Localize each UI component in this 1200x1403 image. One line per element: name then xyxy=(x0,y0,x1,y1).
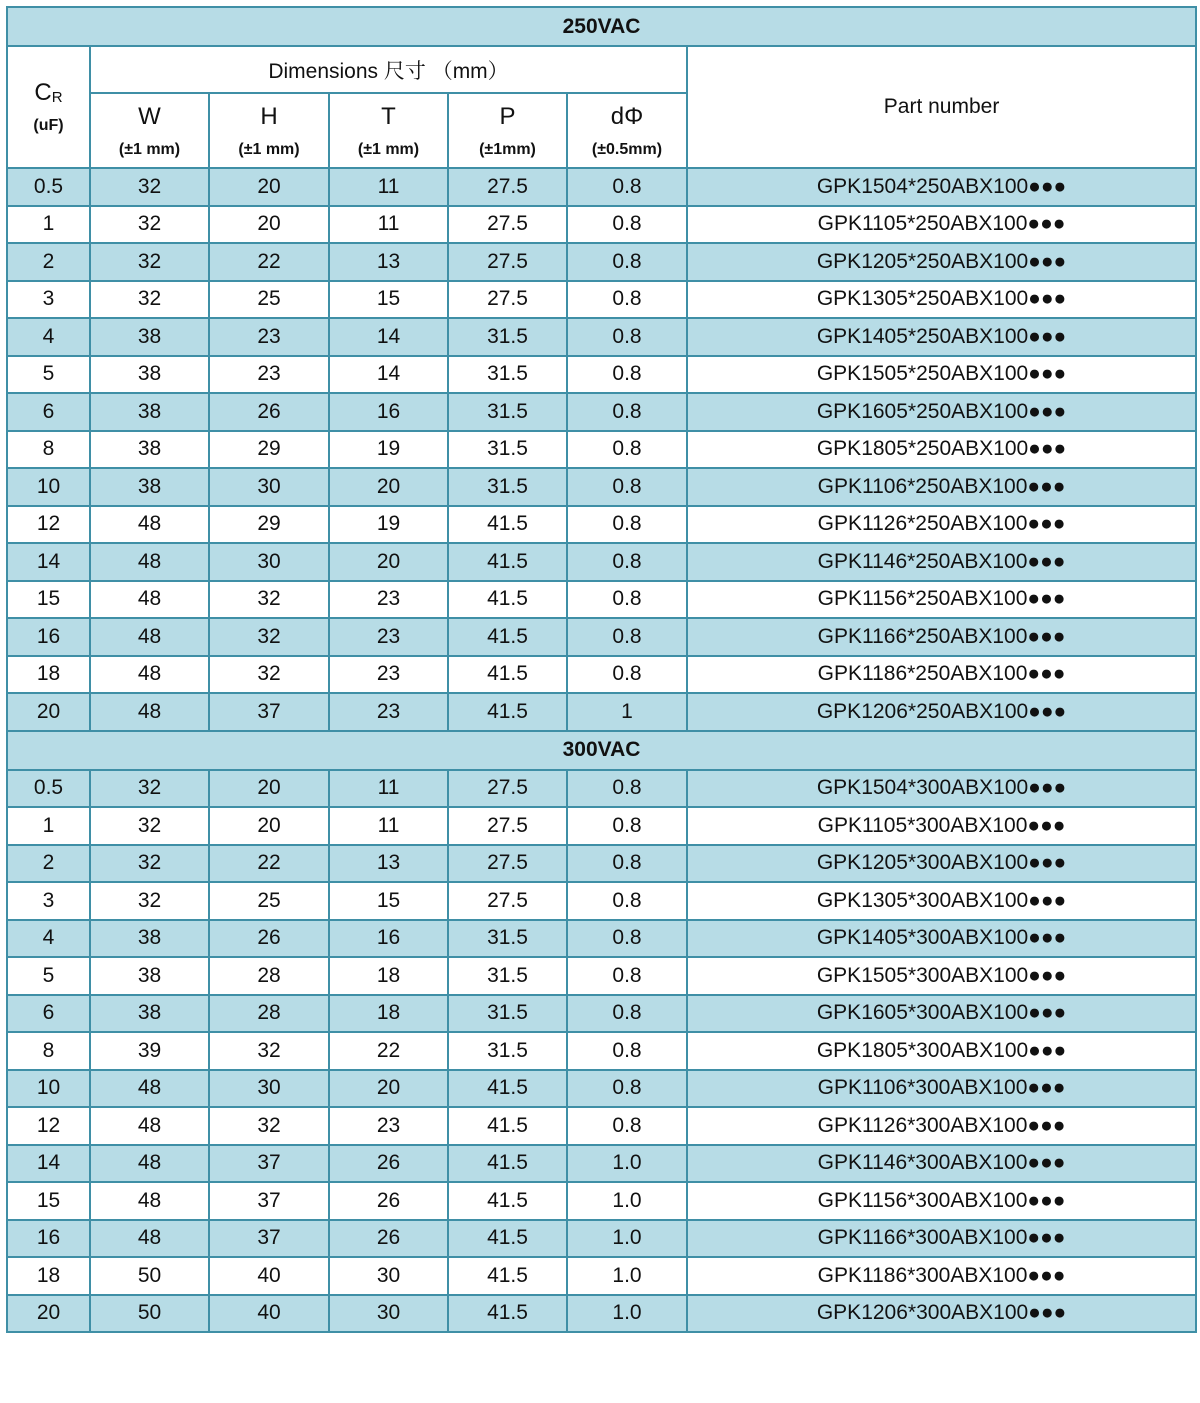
cell-width: 38 xyxy=(90,957,209,995)
cell-part-number: GPK1186*250ABX100●●● xyxy=(687,656,1196,694)
cell-height: 20 xyxy=(209,807,329,845)
cell-width: 48 xyxy=(90,656,209,694)
cell-capacitance: 6 xyxy=(7,995,90,1033)
cell-width: 32 xyxy=(90,845,209,883)
cell-part-number: GPK1126*300ABX100●●● xyxy=(687,1107,1196,1145)
cell-capacitance: 4 xyxy=(7,318,90,356)
cell-lead-diameter: 0.8 xyxy=(567,920,687,958)
cell-part-number: GPK1166*300ABX100●●● xyxy=(687,1220,1196,1258)
cell-pitch: 41.5 xyxy=(448,1070,567,1108)
table-row xyxy=(7,1145,1196,1183)
cell-capacitance: 3 xyxy=(7,882,90,920)
cell-part-number: GPK1156*250ABX100●●● xyxy=(687,581,1196,619)
cell-lead-diameter: 0.8 xyxy=(567,318,687,356)
cell-capacitance: 15 xyxy=(7,581,90,619)
cell-pitch: 27.5 xyxy=(448,807,567,845)
cell-capacitance: 0.5 xyxy=(7,168,90,206)
cell-capacitance: 15 xyxy=(7,1182,90,1220)
cell-width: 48 xyxy=(90,1220,209,1258)
cell-part-number: GPK1206*300ABX100●●● xyxy=(687,1295,1196,1333)
table-row xyxy=(7,1107,1196,1145)
cell-thickness: 16 xyxy=(329,393,448,431)
cell-height: 28 xyxy=(209,957,329,995)
cell-height: 23 xyxy=(209,356,329,394)
cell-part-number: GPK1805*300ABX100●●● xyxy=(687,1032,1196,1070)
cell-pitch: 27.5 xyxy=(448,243,567,281)
cell-capacitance: 16 xyxy=(7,618,90,656)
cell-width: 32 xyxy=(90,807,209,845)
cell-lead-diameter: 1 xyxy=(567,693,687,731)
cell-thickness: 18 xyxy=(329,957,448,995)
cell-lead-diameter: 1.0 xyxy=(567,1145,687,1183)
cell-part-number: GPK1206*250ABX100●●● xyxy=(687,693,1196,731)
cell-capacitance: 2 xyxy=(7,845,90,883)
table-row xyxy=(7,431,1196,469)
cell-thickness: 11 xyxy=(329,770,448,808)
cell-width: 39 xyxy=(90,1032,209,1070)
cell-thickness: 20 xyxy=(329,468,448,506)
table-row xyxy=(7,243,1196,281)
cell-pitch: 27.5 xyxy=(448,168,567,206)
cell-capacitance: 3 xyxy=(7,281,90,319)
cell-lead-diameter: 0.8 xyxy=(567,581,687,619)
cell-thickness: 20 xyxy=(329,1070,448,1108)
cell-width: 32 xyxy=(90,882,209,920)
cell-capacitance: 5 xyxy=(7,356,90,394)
cell-height: 32 xyxy=(209,1107,329,1145)
capacitance-label: CR xyxy=(34,79,63,106)
table-row xyxy=(7,506,1196,544)
cell-thickness: 26 xyxy=(329,1182,448,1220)
section-title-row xyxy=(7,7,1196,46)
cell-width: 32 xyxy=(90,243,209,281)
cell-capacitance: 14 xyxy=(7,543,90,581)
table-row xyxy=(7,206,1196,244)
cell-capacitance: 20 xyxy=(7,1295,90,1333)
table-row xyxy=(7,656,1196,694)
cell-pitch: 31.5 xyxy=(448,995,567,1033)
cell-width: 32 xyxy=(90,281,209,319)
cell-width: 38 xyxy=(90,393,209,431)
cell-thickness: 14 xyxy=(329,356,448,394)
cell-height: 20 xyxy=(209,206,329,244)
cell-width: 48 xyxy=(90,1145,209,1183)
cell-height: 32 xyxy=(209,656,329,694)
table-row xyxy=(7,845,1196,883)
cell-part-number: GPK1605*300ABX100●●● xyxy=(687,995,1196,1033)
cell-pitch: 27.5 xyxy=(448,770,567,808)
cell-lead-diameter: 0.8 xyxy=(567,431,687,469)
cell-thickness: 23 xyxy=(329,1107,448,1145)
cell-width: 38 xyxy=(90,318,209,356)
cell-part-number: GPK1405*300ABX100●●● xyxy=(687,920,1196,958)
cell-thickness: 13 xyxy=(329,845,448,883)
cell-part-number: GPK1106*300ABX100●●● xyxy=(687,1070,1196,1108)
col-header-p: P (±1mm) xyxy=(448,93,567,168)
cell-pitch: 41.5 xyxy=(448,1182,567,1220)
cell-pitch: 31.5 xyxy=(448,431,567,469)
table-row xyxy=(7,1295,1196,1333)
cell-part-number: GPK1305*250ABX100●●● xyxy=(687,281,1196,319)
cell-lead-diameter: 0.8 xyxy=(567,206,687,244)
table-row xyxy=(7,393,1196,431)
cell-pitch: 31.5 xyxy=(448,1032,567,1070)
cell-capacitance: 12 xyxy=(7,1107,90,1145)
section-title: 300VAC xyxy=(7,731,1196,770)
cell-capacitance: 1 xyxy=(7,807,90,845)
cell-height: 32 xyxy=(209,581,329,619)
cell-width: 32 xyxy=(90,168,209,206)
cell-lead-diameter: 0.8 xyxy=(567,807,687,845)
table-row xyxy=(7,618,1196,656)
cell-capacitance: 5 xyxy=(7,957,90,995)
table-row xyxy=(7,1032,1196,1070)
cell-part-number: GPK1305*300ABX100●●● xyxy=(687,882,1196,920)
table-row xyxy=(7,882,1196,920)
capacitance-unit: (uF) xyxy=(33,117,64,134)
cell-capacitance: 2 xyxy=(7,243,90,281)
cell-pitch: 27.5 xyxy=(448,206,567,244)
cell-thickness: 16 xyxy=(329,920,448,958)
cell-thickness: 18 xyxy=(329,995,448,1033)
cell-pitch: 31.5 xyxy=(448,468,567,506)
table-row xyxy=(7,693,1196,731)
cell-thickness: 19 xyxy=(329,506,448,544)
cell-thickness: 26 xyxy=(329,1145,448,1183)
part-number-header: Part number xyxy=(687,46,1196,168)
table-row xyxy=(7,1070,1196,1108)
cell-height: 30 xyxy=(209,1070,329,1108)
cell-thickness: 23 xyxy=(329,693,448,731)
table-row xyxy=(7,1220,1196,1258)
cell-thickness: 30 xyxy=(329,1257,448,1295)
cell-height: 29 xyxy=(209,506,329,544)
cell-height: 26 xyxy=(209,920,329,958)
cell-height: 40 xyxy=(209,1257,329,1295)
cell-part-number: GPK1156*300ABX100●●● xyxy=(687,1182,1196,1220)
cell-part-number: GPK1105*250ABX100●●● xyxy=(687,206,1196,244)
table-row xyxy=(7,581,1196,619)
cell-part-number: GPK1505*250ABX100●●● xyxy=(687,356,1196,394)
cell-capacitance: 1 xyxy=(7,206,90,244)
cell-width: 32 xyxy=(90,206,209,244)
cell-lead-diameter: 0.8 xyxy=(567,243,687,281)
cell-thickness: 11 xyxy=(329,206,448,244)
cell-pitch: 41.5 xyxy=(448,693,567,731)
cell-pitch: 27.5 xyxy=(448,281,567,319)
col-header-h: H (±1 mm) xyxy=(209,93,329,168)
table-row xyxy=(7,920,1196,958)
cell-pitch: 41.5 xyxy=(448,1220,567,1258)
cell-width: 48 xyxy=(90,543,209,581)
table-row xyxy=(7,995,1196,1033)
cell-lead-diameter: 0.8 xyxy=(567,957,687,995)
cell-pitch: 41.5 xyxy=(448,1295,567,1333)
cell-lead-diameter: 0.8 xyxy=(567,281,687,319)
cell-capacitance: 4 xyxy=(7,920,90,958)
cell-thickness: 15 xyxy=(329,281,448,319)
cell-part-number: GPK1805*250ABX100●●● xyxy=(687,431,1196,469)
cell-part-number: GPK1504*250ABX100●●● xyxy=(687,168,1196,206)
cell-lead-diameter: 0.8 xyxy=(567,845,687,883)
cell-thickness: 19 xyxy=(329,431,448,469)
cell-capacitance: 6 xyxy=(7,393,90,431)
cell-capacitance: 10 xyxy=(7,1070,90,1108)
cell-width: 48 xyxy=(90,1182,209,1220)
cell-height: 30 xyxy=(209,468,329,506)
cell-thickness: 11 xyxy=(329,168,448,206)
table-row xyxy=(7,770,1196,808)
cell-width: 50 xyxy=(90,1295,209,1333)
col-header-w: W (±1 mm) xyxy=(90,93,209,168)
cell-height: 22 xyxy=(209,845,329,883)
cell-part-number: GPK1205*300ABX100●●● xyxy=(687,845,1196,883)
cell-height: 40 xyxy=(209,1295,329,1333)
cell-part-number: GPK1146*300ABX100●●● xyxy=(687,1145,1196,1183)
cell-width: 50 xyxy=(90,1257,209,1295)
col-header-t: T (±1 mm) xyxy=(329,93,448,168)
cell-height: 28 xyxy=(209,995,329,1033)
cell-thickness: 15 xyxy=(329,882,448,920)
cell-pitch: 31.5 xyxy=(448,920,567,958)
cell-pitch: 41.5 xyxy=(448,618,567,656)
table-row xyxy=(7,281,1196,319)
cell-thickness: 23 xyxy=(329,618,448,656)
cell-width: 38 xyxy=(90,431,209,469)
cell-pitch: 27.5 xyxy=(448,845,567,883)
cell-height: 32 xyxy=(209,1032,329,1070)
cell-thickness: 30 xyxy=(329,1295,448,1333)
cell-lead-diameter: 0.8 xyxy=(567,543,687,581)
cell-thickness: 23 xyxy=(329,656,448,694)
cell-capacitance: 8 xyxy=(7,1032,90,1070)
cell-height: 20 xyxy=(209,168,329,206)
cell-capacitance: 18 xyxy=(7,656,90,694)
cell-pitch: 41.5 xyxy=(448,581,567,619)
cell-pitch: 41.5 xyxy=(448,1107,567,1145)
capacitance-header xyxy=(7,46,90,168)
cell-lead-diameter: 0.8 xyxy=(567,393,687,431)
cell-lead-diameter: 0.8 xyxy=(567,1032,687,1070)
dimensions-header: Dimensions 尺寸 （mm） xyxy=(90,46,687,93)
header-row-top xyxy=(7,46,1196,93)
cell-height: 25 xyxy=(209,281,329,319)
cell-width: 32 xyxy=(90,770,209,808)
cell-part-number: GPK1126*250ABX100●●● xyxy=(687,506,1196,544)
cell-lead-diameter: 0.8 xyxy=(567,356,687,394)
cell-pitch: 41.5 xyxy=(448,656,567,694)
cell-width: 48 xyxy=(90,506,209,544)
cell-capacitance: 0.5 xyxy=(7,770,90,808)
cell-thickness: 23 xyxy=(329,581,448,619)
cell-height: 37 xyxy=(209,693,329,731)
cell-width: 38 xyxy=(90,995,209,1033)
cell-height: 30 xyxy=(209,543,329,581)
cell-thickness: 22 xyxy=(329,1032,448,1070)
cell-part-number: GPK1186*300ABX100●●● xyxy=(687,1257,1196,1295)
cell-lead-diameter: 0.8 xyxy=(567,995,687,1033)
cell-height: 37 xyxy=(209,1182,329,1220)
cell-part-number: GPK1166*250ABX100●●● xyxy=(687,618,1196,656)
cell-thickness: 13 xyxy=(329,243,448,281)
cell-pitch: 41.5 xyxy=(448,1145,567,1183)
col-header-d-phi: dΦ (±0.5mm) xyxy=(567,93,687,168)
cell-lead-diameter: 1.0 xyxy=(567,1295,687,1333)
cell-thickness: 20 xyxy=(329,543,448,581)
cell-part-number: GPK1106*250ABX100●●● xyxy=(687,468,1196,506)
cell-capacitance: 12 xyxy=(7,506,90,544)
cell-capacitance: 10 xyxy=(7,468,90,506)
cell-part-number: GPK1504*300ABX100●●● xyxy=(687,770,1196,808)
cell-height: 25 xyxy=(209,882,329,920)
table-row xyxy=(7,168,1196,206)
cell-thickness: 11 xyxy=(329,807,448,845)
cell-thickness: 14 xyxy=(329,318,448,356)
cell-width: 48 xyxy=(90,618,209,656)
cell-lead-diameter: 0.8 xyxy=(567,882,687,920)
cell-part-number: GPK1605*250ABX100●●● xyxy=(687,393,1196,431)
cell-pitch: 27.5 xyxy=(448,882,567,920)
cell-pitch: 41.5 xyxy=(448,543,567,581)
table-row xyxy=(7,318,1196,356)
cell-pitch: 41.5 xyxy=(448,506,567,544)
cell-part-number: GPK1505*300ABX100●●● xyxy=(687,957,1196,995)
cell-lead-diameter: 1.0 xyxy=(567,1257,687,1295)
cell-capacitance: 14 xyxy=(7,1145,90,1183)
cell-height: 22 xyxy=(209,243,329,281)
cell-lead-diameter: 0.8 xyxy=(567,618,687,656)
table-row xyxy=(7,356,1196,394)
cell-lead-diameter: 0.8 xyxy=(567,468,687,506)
cell-part-number: GPK1105*300ABX100●●● xyxy=(687,807,1196,845)
cell-lead-diameter: 0.8 xyxy=(567,770,687,808)
table-row xyxy=(7,1257,1196,1295)
cell-width: 48 xyxy=(90,1107,209,1145)
cell-width: 38 xyxy=(90,356,209,394)
cell-part-number: GPK1146*250ABX100●●● xyxy=(687,543,1196,581)
table-row xyxy=(7,957,1196,995)
cell-thickness: 26 xyxy=(329,1220,448,1258)
cell-width: 38 xyxy=(90,920,209,958)
cell-part-number: GPK1405*250ABX100●●● xyxy=(687,318,1196,356)
section-title-row xyxy=(7,731,1196,770)
cell-width: 38 xyxy=(90,468,209,506)
cell-pitch: 31.5 xyxy=(448,957,567,995)
cell-width: 48 xyxy=(90,693,209,731)
cell-lead-diameter: 0.8 xyxy=(567,1107,687,1145)
cell-pitch: 31.5 xyxy=(448,393,567,431)
cell-pitch: 31.5 xyxy=(448,356,567,394)
cell-capacitance: 20 xyxy=(7,693,90,731)
cell-height: 23 xyxy=(209,318,329,356)
cell-pitch: 31.5 xyxy=(448,318,567,356)
cell-lead-diameter: 0.8 xyxy=(567,506,687,544)
table-row xyxy=(7,468,1196,506)
cell-height: 20 xyxy=(209,770,329,808)
cell-capacitance: 16 xyxy=(7,1220,90,1258)
cell-part-number: GPK1205*250ABX100●●● xyxy=(687,243,1196,281)
table-row xyxy=(7,543,1196,581)
section-title: 250VAC xyxy=(7,7,1196,46)
cell-height: 37 xyxy=(209,1220,329,1258)
cell-height: 26 xyxy=(209,393,329,431)
cell-pitch: 41.5 xyxy=(448,1257,567,1295)
cell-lead-diameter: 1.0 xyxy=(567,1220,687,1258)
cell-height: 29 xyxy=(209,431,329,469)
cell-lead-diameter: 0.8 xyxy=(567,1070,687,1108)
cell-width: 48 xyxy=(90,1070,209,1108)
cell-capacitance: 18 xyxy=(7,1257,90,1295)
cell-width: 48 xyxy=(90,581,209,619)
cell-height: 32 xyxy=(209,618,329,656)
cell-lead-diameter: 1.0 xyxy=(567,1182,687,1220)
table-row xyxy=(7,1182,1196,1220)
cell-lead-diameter: 0.8 xyxy=(567,656,687,694)
cell-lead-diameter: 0.8 xyxy=(567,168,687,206)
capacitor-spec-table xyxy=(6,6,1197,1333)
cell-capacitance: 8 xyxy=(7,431,90,469)
cell-height: 37 xyxy=(209,1145,329,1183)
table-row xyxy=(7,807,1196,845)
